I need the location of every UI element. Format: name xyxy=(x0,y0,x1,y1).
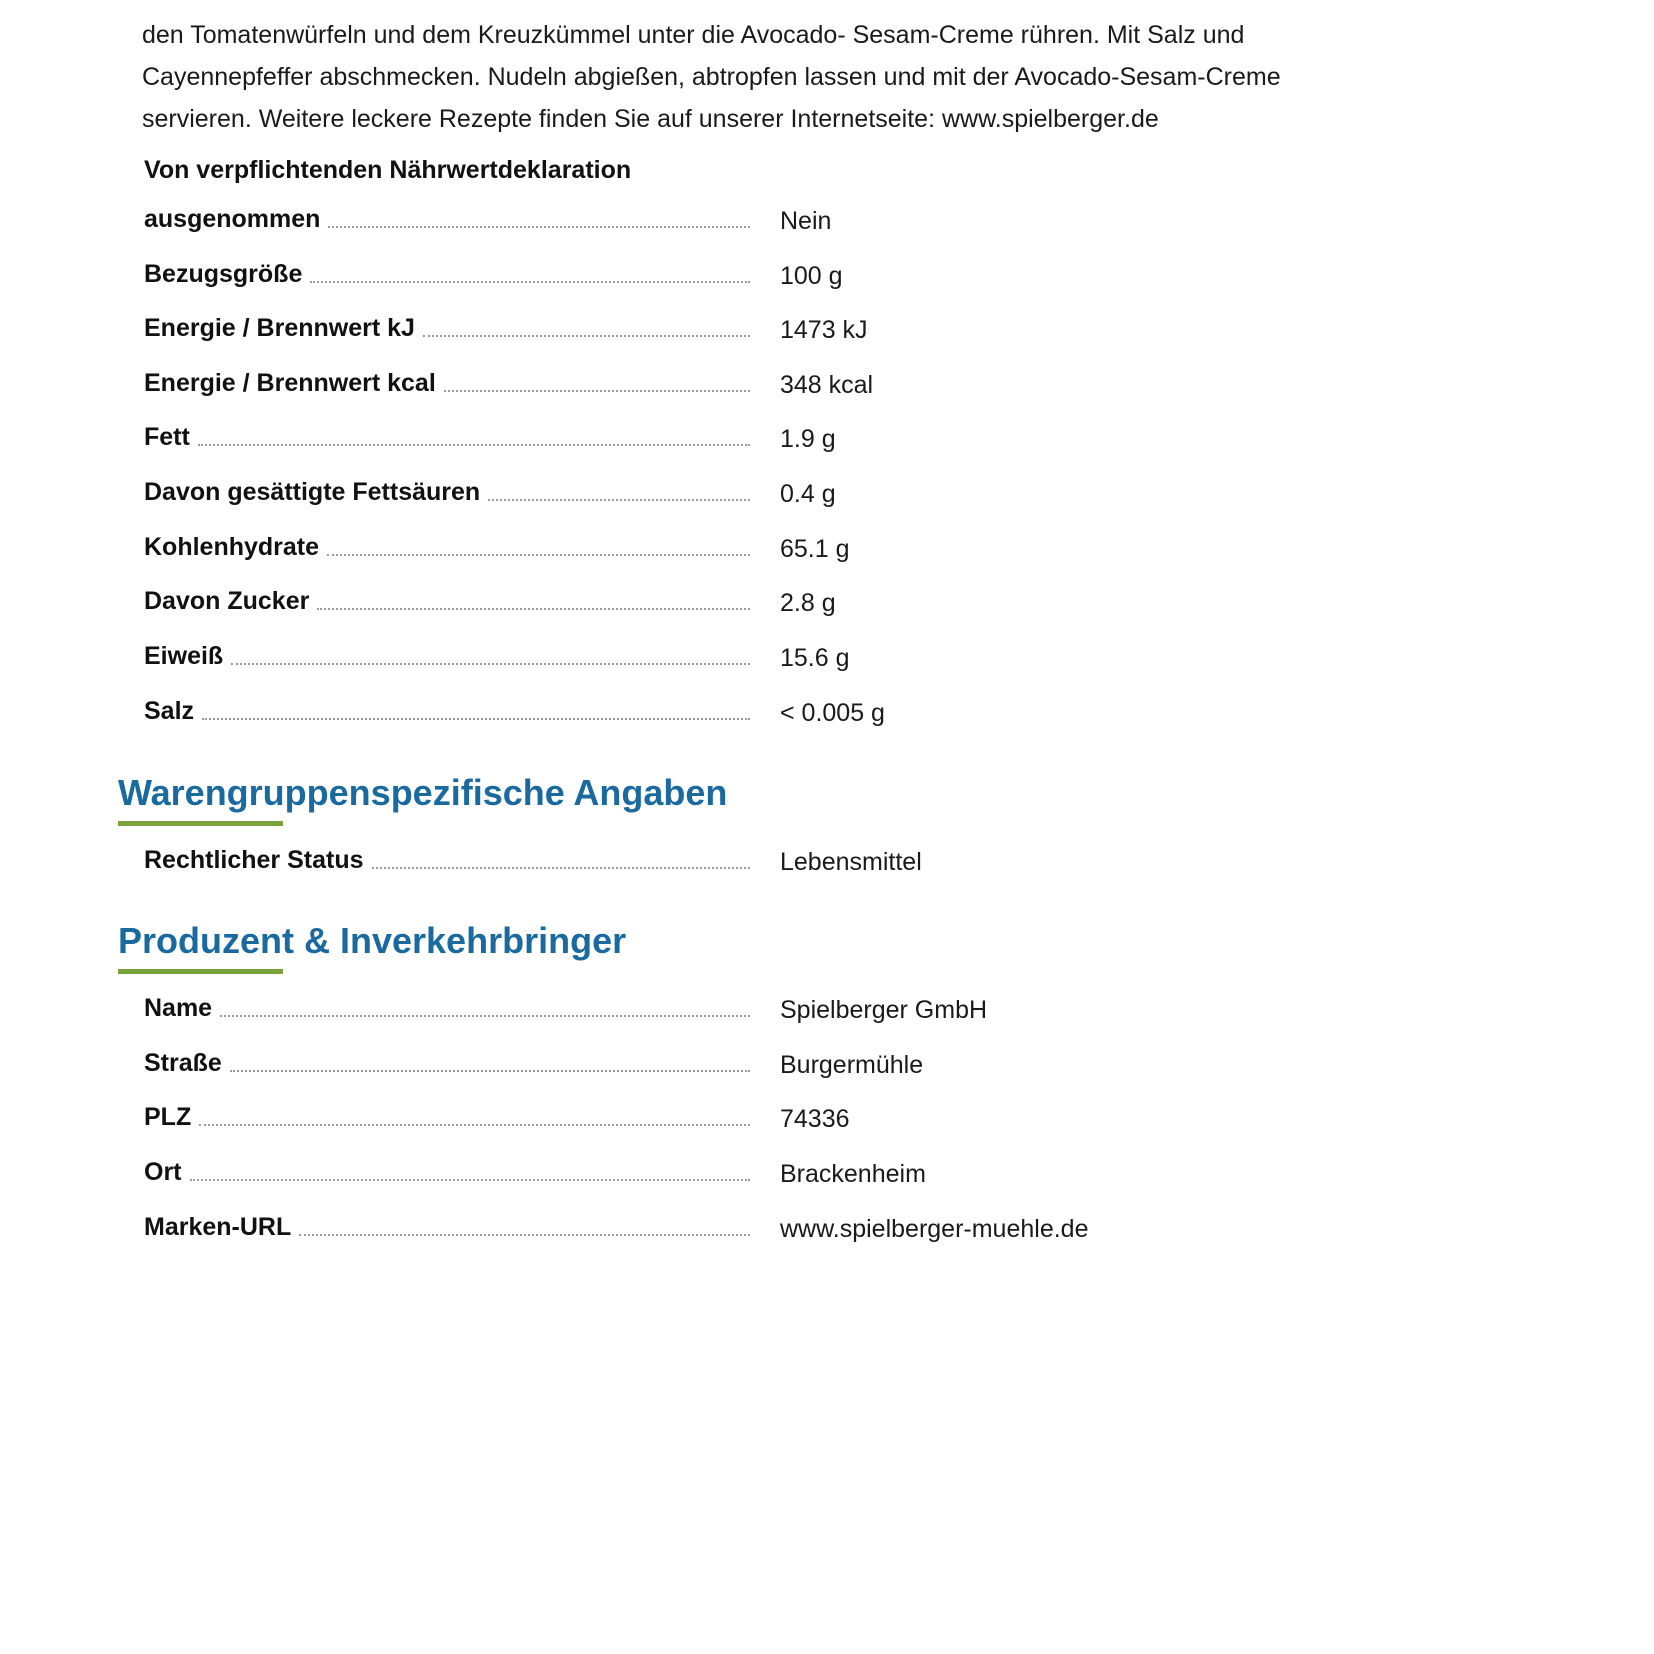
produzent-row xyxy=(144,983,1444,1023)
nutrition-row xyxy=(144,631,1444,671)
row-label: Rechtlicher Status xyxy=(144,846,364,874)
nutrition-row xyxy=(144,576,1444,616)
row-value: www.spielberger-muehle.de xyxy=(780,1215,1089,1243)
row-label: Salz xyxy=(144,697,195,725)
row-label: Name xyxy=(144,994,213,1022)
section-title-warengruppe: Warengruppenspezifische Angaben xyxy=(118,772,728,813)
row-label: PLZ xyxy=(144,1103,192,1131)
recipe-text-line: Cayennepfeffer abschmecken. Nudeln abgießen, abtropfen lassen und mit der Avocado-Sesam-Creme xyxy=(142,63,1281,91)
row-value: 0.4 g xyxy=(780,480,836,508)
section-title-produzent: Produzent & Inverkehrbringer xyxy=(118,920,627,961)
row-value: Brackenheim xyxy=(780,1160,926,1188)
row-label: Straße xyxy=(144,1049,222,1077)
row-value: 1473 kJ xyxy=(780,316,868,344)
row-label: ausgenommen xyxy=(144,205,321,233)
row-label: Kohlenhydrate xyxy=(144,533,320,561)
nutrition-row xyxy=(144,194,1444,234)
row-value: 74336 xyxy=(780,1105,850,1133)
nutrition-row xyxy=(144,522,1444,562)
row-value: 1.9 g xyxy=(780,425,836,453)
warengruppe-row xyxy=(144,835,1444,875)
nutrition-row xyxy=(144,249,1444,289)
row-label: Fett xyxy=(144,423,190,451)
section-underline xyxy=(118,969,283,974)
nutrition-row xyxy=(144,686,1444,726)
row-label: Davon gesättigte Fettsäuren xyxy=(144,478,481,506)
row-label: Marken-URL xyxy=(144,1213,292,1241)
row-value: 2.8 g xyxy=(780,589,836,617)
nutrition-row xyxy=(144,303,1444,343)
dot-leader xyxy=(230,1070,750,1072)
nutrition-heading: Von verpflichtenden Nährwertdeklaration xyxy=(144,156,632,184)
row-value: Lebensmittel xyxy=(780,848,922,876)
dot-leader xyxy=(199,1124,750,1126)
produzent-row xyxy=(144,1202,1444,1242)
dot-leader xyxy=(444,390,750,392)
row-label: Energie / Brennwert kJ xyxy=(144,314,415,342)
row-label: Eiweiß xyxy=(144,642,224,670)
row-value: 348 kcal xyxy=(780,371,874,399)
dot-leader xyxy=(328,226,750,228)
recipe-text xyxy=(142,14,1342,140)
row-value: Spielberger GmbH xyxy=(780,996,988,1024)
dot-leader xyxy=(198,444,750,446)
section-underline xyxy=(118,821,283,826)
row-value: 15.6 g xyxy=(780,644,850,672)
dot-leader xyxy=(372,867,750,869)
row-value: < 0.005 g xyxy=(780,699,885,727)
dot-leader xyxy=(190,1179,751,1181)
dot-leader xyxy=(299,1234,750,1236)
row-value: Burgermühle xyxy=(780,1051,924,1079)
dot-leader xyxy=(220,1015,750,1017)
dot-leader xyxy=(488,499,750,501)
row-label: Energie / Brennwert kcal xyxy=(144,369,436,397)
row-value: 100 g xyxy=(780,262,843,290)
row-value: 65.1 g xyxy=(780,535,850,563)
dot-leader xyxy=(423,335,750,337)
recipe-text-line: den Tomatenwürfeln und dem Kreuzkümmel unter die Avocado- Sesam-Creme rühren. Mit Salz und xyxy=(142,21,1245,49)
nutrition-row xyxy=(144,467,1444,507)
dot-leader xyxy=(202,718,750,720)
produzent-row xyxy=(144,1092,1444,1132)
row-label: Davon Zucker xyxy=(144,587,310,615)
recipe-text-line: servieren. Weitere leckere Rezepte finden Sie auf unserer Internetseite: www.spielberger.de xyxy=(142,105,1159,133)
nutrition-row xyxy=(144,412,1444,452)
dot-leader xyxy=(317,608,750,610)
row-label: Ort xyxy=(144,1158,182,1186)
dot-leader xyxy=(310,281,750,283)
produzent-row xyxy=(144,1038,1444,1078)
dot-leader xyxy=(327,554,750,556)
nutrition-row xyxy=(144,358,1444,398)
produzent-row xyxy=(144,1147,1444,1187)
row-value: Nein xyxy=(780,207,832,235)
dot-leader xyxy=(231,663,750,665)
row-label: Bezugsgröße xyxy=(144,260,303,288)
